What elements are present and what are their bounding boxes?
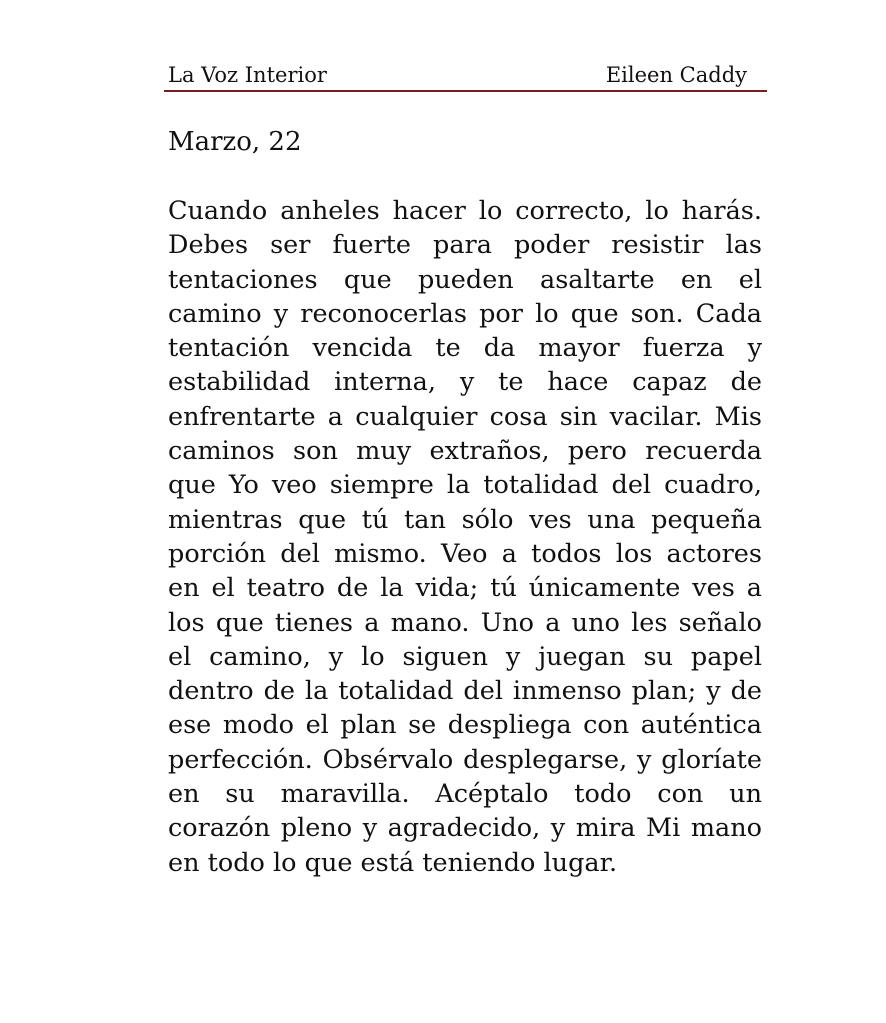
body-line-last: en todo lo que está teniendo lugar. xyxy=(168,847,618,878)
book-title: La Voz Interior xyxy=(168,63,327,87)
body-line: perfección. Obsérvalo desplegarse, y gloríate xyxy=(168,744,762,775)
entry-body xyxy=(168,194,762,880)
body-line: estabilidad interna, y te hace capaz de xyxy=(168,367,762,398)
body-line: enfrentarte a cualquier cosa sin vacilar. Mis xyxy=(168,401,762,432)
body-line: camino y reconocerlas por lo que son. Cada xyxy=(168,298,762,329)
body-line: Cuando anheles hacer lo correcto, lo harás. xyxy=(168,196,762,226)
body-line: porción del mismo. Veo a todos los actores xyxy=(168,538,762,569)
body-line: dentro de la totalidad del inmenso plan; y de xyxy=(168,676,762,707)
body-line: ese modo el plan se despliega con auténtica xyxy=(168,710,762,741)
body-line: en el teatro de la vida; tú únicamente ves a xyxy=(168,573,762,604)
body-line: corazón pleno y agradecido, y mira Mi mano xyxy=(168,813,762,844)
body-line: Debes ser fuerte para poder resistir las xyxy=(168,230,762,261)
body-line: que Yo veo siempre la totalidad del cuadro, xyxy=(168,470,762,501)
body-line: en su maravilla. Acéptalo todo con un xyxy=(168,779,762,810)
body-line: tentaciones que pueden asaltarte en el xyxy=(168,264,762,295)
body-line: caminos son muy extraños, pero recuerda xyxy=(168,436,762,467)
body-line: mientras que tú tan sólo ves una pequeña xyxy=(168,504,762,535)
body-line: el camino, y lo siguen y juegan su papel xyxy=(168,641,762,672)
page-header xyxy=(164,60,767,92)
entry-date: Marzo, 22 xyxy=(168,127,302,157)
body-line: tentación vencida te da mayor fuerza y xyxy=(168,333,762,364)
body-line: los que tienes a mano. Uno a uno les señalo xyxy=(168,607,762,638)
book-author: Eileen Caddy xyxy=(605,63,747,87)
